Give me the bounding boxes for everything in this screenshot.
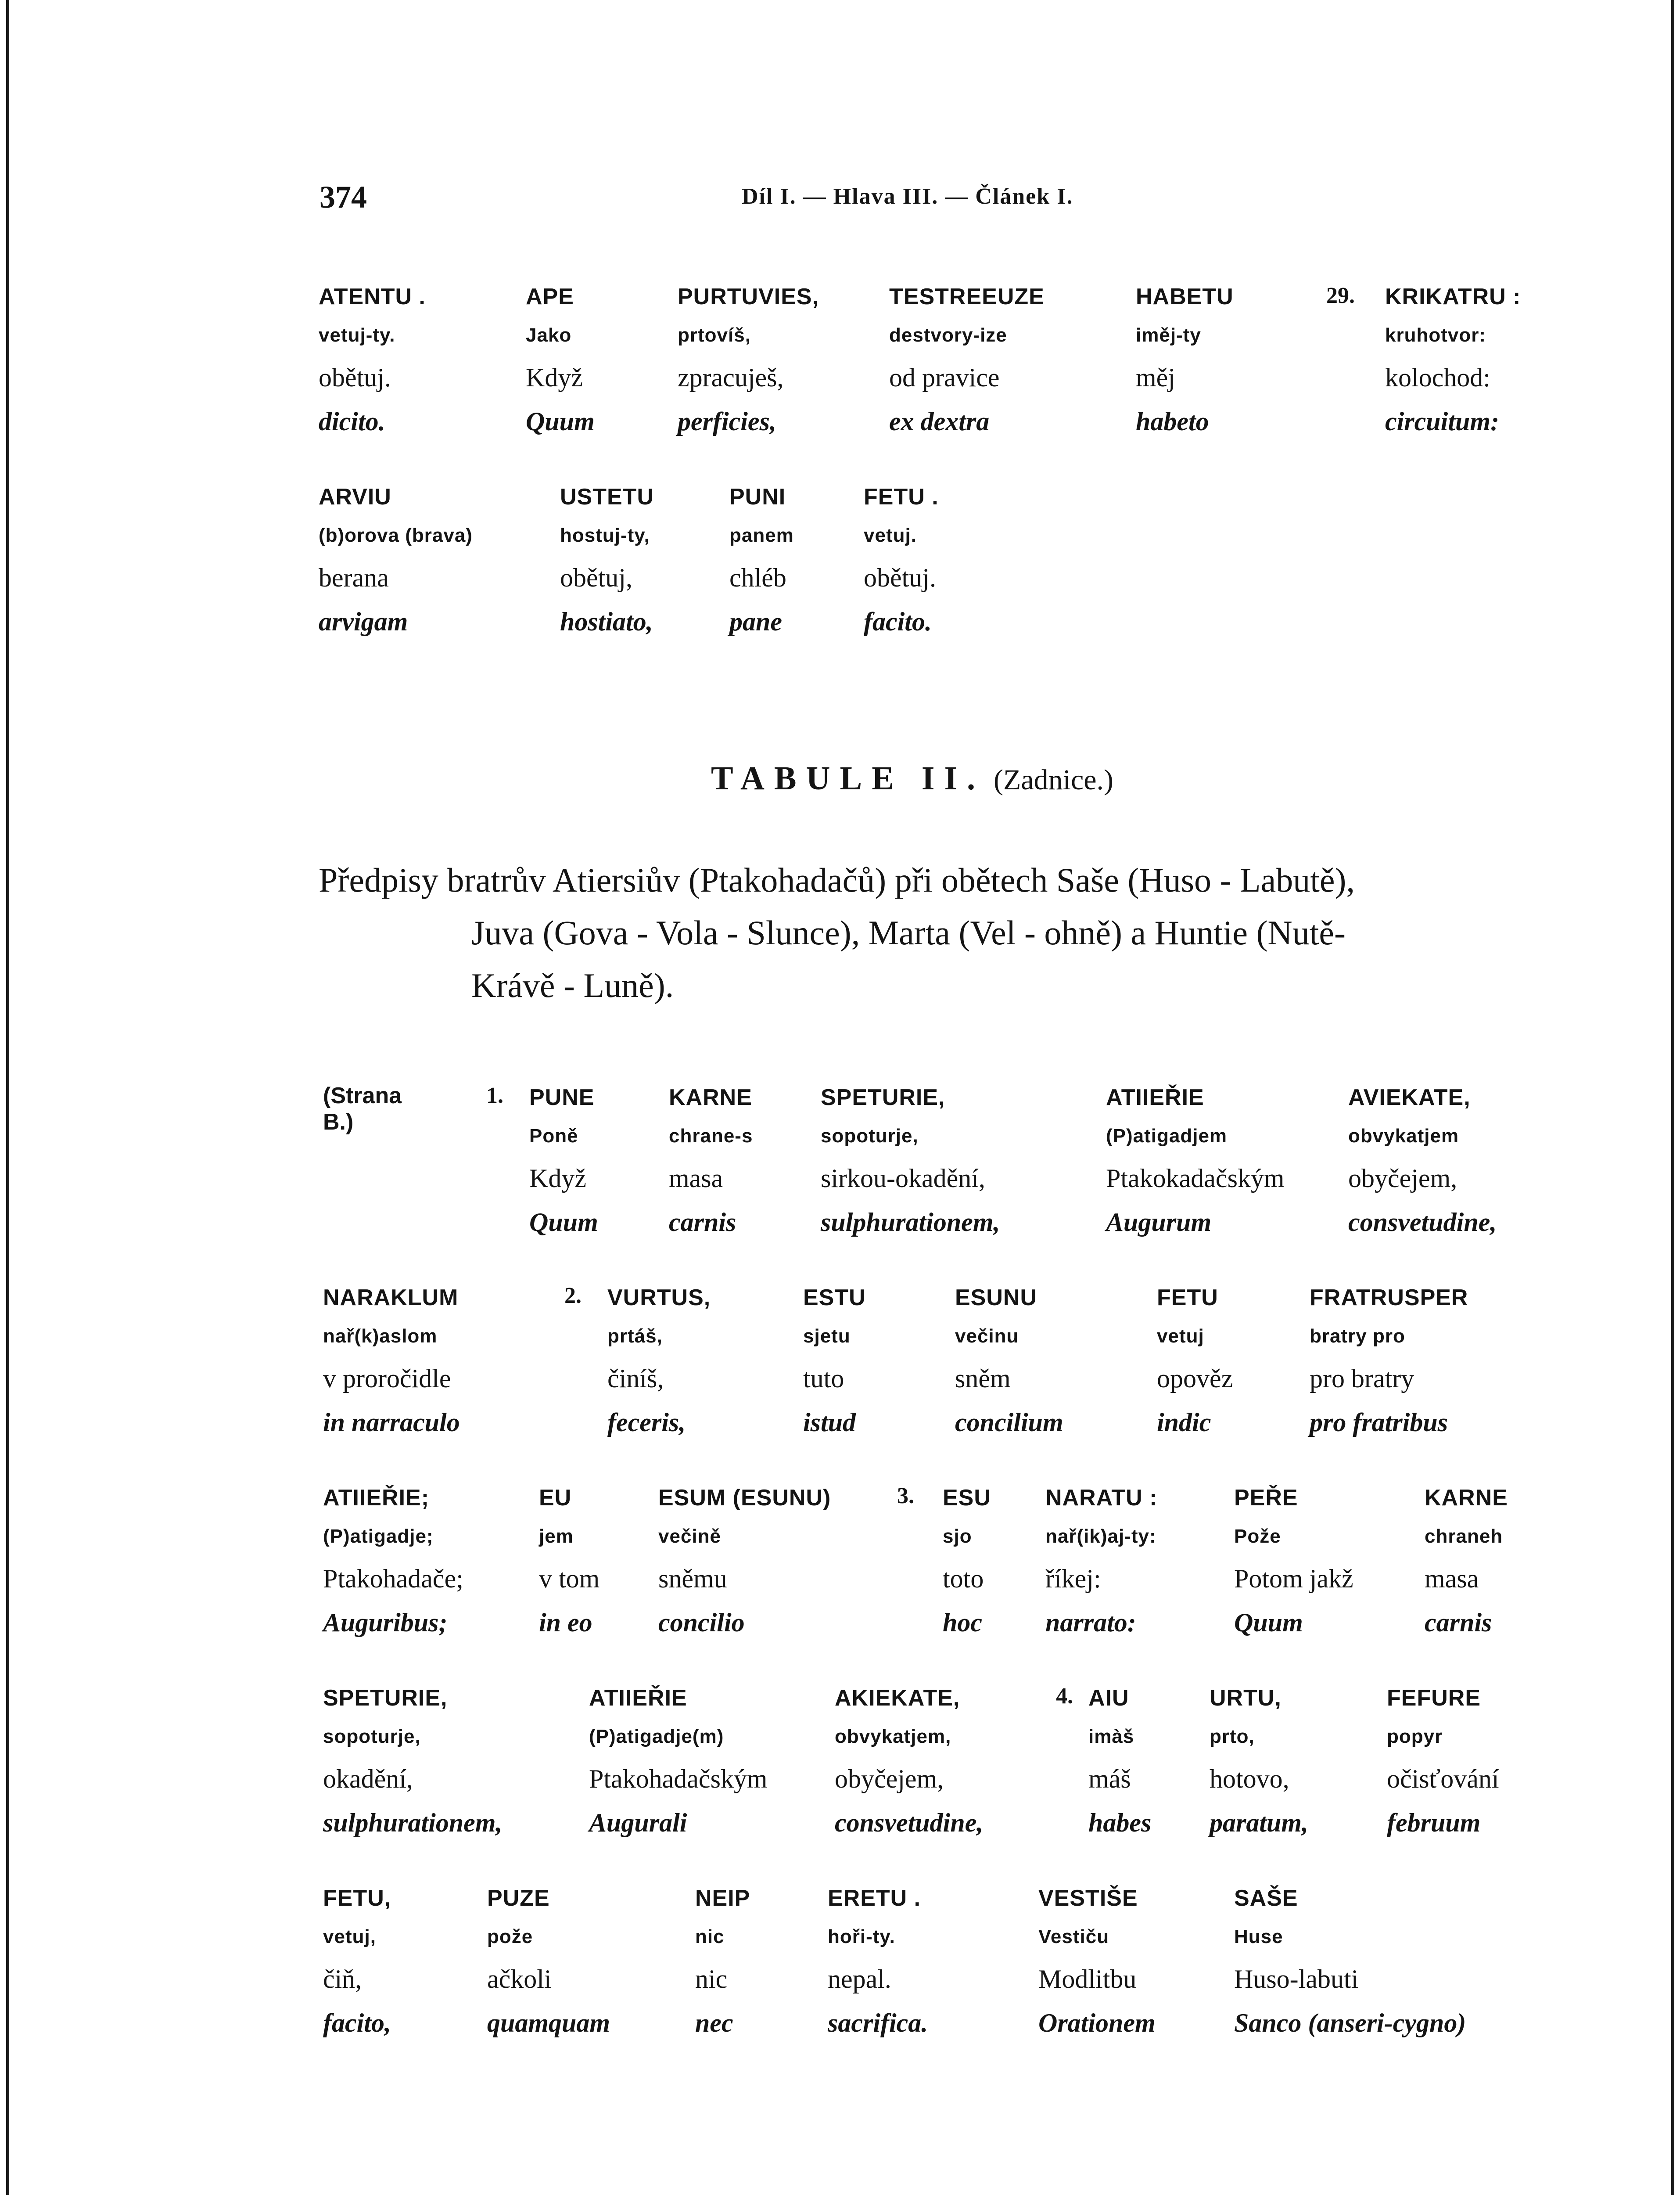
czech-translation: masa [1425, 1564, 1479, 1593]
umbrian-word: AVIEKATE, [1348, 1085, 1471, 1110]
umbrian-word: PUNE [529, 1085, 595, 1110]
czech-translation: nic [695, 1965, 728, 1993]
umbrian-word: ESU [943, 1485, 991, 1511]
umbrian-word: FRATRUSPER [1310, 1285, 1468, 1310]
transliteration: vetuj, [323, 1926, 376, 1947]
transliteration: vetuj-ty. [319, 324, 395, 346]
czech-translation: obětuj, [560, 563, 632, 592]
latin-translation: habes [1088, 1808, 1152, 1837]
umbrian-word: ATENTU . [319, 284, 426, 309]
latin-translation: istud [803, 1408, 856, 1437]
word-column [1387, 1679, 1499, 1844]
word-column [889, 277, 1045, 443]
czech-translation: Huso-labuti [1234, 1965, 1359, 1993]
umbrian-word: KARNE [669, 1085, 752, 1110]
word-column [607, 1278, 711, 1443]
czech-translation: sněm [955, 1364, 1011, 1393]
latin-translation: nec [695, 2008, 733, 2037]
transliteration: obvykatjem [1348, 1125, 1459, 1147]
word-column [1038, 1879, 1156, 2044]
latin-translation: concilio [658, 1608, 745, 1637]
transliteration: imàš [1088, 1726, 1134, 1747]
word-column [1310, 1278, 1468, 1443]
latin-translation: facito. [864, 607, 932, 636]
latin-translation: Augurali [589, 1808, 687, 1837]
transliteration: vetuj [1157, 1325, 1204, 1347]
section-heading-line: Předpisy bratrův Atiersiův (Ptakohadačů) při obětech Saše (Huso - Labutě), [319, 861, 1355, 899]
latin-translation: hoc [943, 1608, 982, 1637]
word-column [678, 277, 819, 443]
czech-translation: Potom jakž [1234, 1564, 1353, 1593]
transliteration: hoři-ty. [828, 1926, 895, 1947]
umbrian-word: SPETURIE, [821, 1085, 945, 1110]
transliteration: prtáš, [607, 1325, 663, 1347]
latin-translation: sulphurationem, [323, 1808, 503, 1837]
umbrian-word: SPETURIE, [323, 1685, 448, 1711]
transliteration: chrane-s [669, 1125, 753, 1147]
czech-translation: sirkou-okadění, [821, 1164, 985, 1193]
czech-translation: v proročidle [323, 1364, 451, 1393]
czech-translation: tuto [803, 1364, 844, 1393]
latin-translation: Sanco (anseri-cygno) [1234, 2008, 1466, 2037]
latin-translation: pane [729, 607, 782, 636]
word-column [319, 277, 426, 443]
umbrian-word: APE [526, 284, 574, 309]
word-column [1234, 1479, 1353, 1644]
czech-translation: od pravice [889, 363, 1000, 392]
umbrian-word: ERETU . [828, 1886, 921, 1911]
transliteration: prto, [1210, 1726, 1255, 1747]
czech-translation: nepal. [828, 1965, 891, 1993]
umbrian-word: ATIIEŘIE [589, 1685, 687, 1711]
word-column [955, 1278, 1063, 1443]
transliteration: Vestiču [1038, 1926, 1109, 1947]
word-column [539, 1479, 599, 1644]
umbrian-word: FETU . [864, 484, 939, 510]
word-column [1348, 1078, 1497, 1243]
word-column [1088, 1679, 1151, 1844]
transliteration: hostuj-ty, [560, 525, 650, 546]
word-column [803, 1278, 866, 1443]
latin-translation: carnis [669, 1208, 736, 1237]
latin-translation: perficies, [678, 407, 776, 436]
latin-translation: feceris, [607, 1408, 686, 1437]
word-column [323, 1879, 391, 2044]
word-column [319, 478, 473, 643]
entry-number: 1. [486, 1083, 503, 1108]
umbrian-word: ARVIU [319, 484, 391, 510]
latin-translation: concilium [955, 1408, 1063, 1437]
czech-translation: v tom [539, 1564, 600, 1593]
transliteration: nař(ik)aj-ty: [1045, 1526, 1156, 1547]
czech-translation: obětuj. [864, 563, 936, 592]
word-column [669, 1078, 753, 1243]
latin-translation: Quum [1234, 1608, 1303, 1637]
latin-translation: Orationem [1038, 2008, 1156, 2037]
umbrian-word: KRIKATRU : [1385, 284, 1521, 309]
transliteration: bratry pro [1310, 1325, 1405, 1347]
czech-translation: chléb [729, 563, 786, 592]
latin-translation: Augurum [1106, 1208, 1212, 1237]
word-column [695, 1879, 750, 2044]
umbrian-word: ATIIEŘIE [1106, 1085, 1204, 1110]
umbrian-word: PURTUVIES, [678, 284, 819, 309]
transliteration: večině [658, 1526, 721, 1547]
latin-translation: habeto [1136, 407, 1209, 436]
transliteration: jem [539, 1526, 574, 1547]
latin-translation: pro fratribus [1310, 1408, 1448, 1437]
entry-number: 29. [1326, 283, 1355, 308]
word-column [1385, 277, 1521, 443]
latin-translation: dicito. [319, 407, 385, 436]
word-column [943, 1479, 991, 1644]
entry-number: 2. [564, 1283, 582, 1308]
czech-translation: pro bratry [1310, 1364, 1414, 1393]
word-column [828, 1879, 928, 2044]
table-title: TABULE II. [711, 760, 985, 797]
czech-translation: masa [669, 1164, 723, 1193]
transliteration: Poně [529, 1125, 578, 1147]
latin-translation: indic [1157, 1408, 1211, 1437]
latin-translation: februum [1387, 1808, 1481, 1837]
umbrian-word: NEIP [695, 1886, 750, 1911]
umbrian-word: URTU, [1210, 1685, 1282, 1711]
page-left-border [6, 0, 9, 2195]
czech-translation: zpracuješ, [678, 363, 784, 392]
word-column [529, 1078, 598, 1243]
table-subtitle: (Zadnice.) [994, 764, 1114, 796]
czech-translation: opověz [1157, 1364, 1233, 1393]
umbrian-word: ESUNU [955, 1285, 1037, 1310]
czech-translation: Modlitbu [1038, 1965, 1137, 1993]
side-label: (Strana B.) [323, 1083, 402, 1135]
word-column [589, 1679, 768, 1844]
transliteration: sjo [943, 1526, 972, 1547]
umbrian-word: NARATU : [1045, 1485, 1158, 1511]
word-column [1136, 277, 1234, 443]
czech-translation: Když [526, 363, 583, 392]
umbrian-word: PUZE [487, 1886, 550, 1911]
word-column [560, 478, 654, 643]
umbrian-word: ATIIEŘIE; [323, 1485, 430, 1511]
czech-translation: sněmu [658, 1564, 727, 1593]
page-right-border [1671, 0, 1674, 2195]
umbrian-word: PUNI [729, 484, 786, 510]
umbrian-word: TESTREEUZE [889, 284, 1045, 309]
word-column [835, 1679, 983, 1844]
entry-number: 4. [1056, 1684, 1073, 1709]
czech-translation: Ptakokadačským [1106, 1164, 1285, 1193]
word-column [1234, 1879, 1466, 2044]
word-column [487, 1879, 610, 2044]
umbrian-word: USTETU [560, 484, 654, 510]
transliteration: popyr [1387, 1726, 1443, 1747]
word-column [864, 478, 939, 643]
czech-translation: kolochod: [1385, 363, 1490, 392]
latin-translation: in eo [539, 1608, 592, 1637]
word-column [323, 1679, 503, 1844]
czech-translation: říkej: [1045, 1564, 1101, 1593]
latin-translation: narrato: [1045, 1608, 1136, 1637]
umbrian-word: SAŠE [1234, 1886, 1298, 1911]
running-head: Díl I. — Hlava III. — Článek I. [742, 184, 1073, 209]
word-column [323, 1479, 463, 1644]
umbrian-word: EU [539, 1485, 572, 1511]
latin-translation: in narraculo [323, 1408, 460, 1437]
word-column [1045, 1479, 1157, 1644]
umbrian-word: NARAKLUM [323, 1285, 459, 1310]
transliteration: pože [487, 1926, 533, 1947]
transliteration: sopoturje, [821, 1125, 919, 1147]
latin-translation: paratum, [1210, 1808, 1309, 1837]
transliteration: (P)atigadjem [1106, 1125, 1228, 1147]
czech-translation: čiň, [323, 1965, 362, 1993]
transliteration: nař(k)aslom [323, 1325, 438, 1347]
transliteration: prtovíš, [678, 324, 751, 346]
transliteration: Jako [526, 324, 572, 346]
word-column [1425, 1479, 1508, 1644]
word-column [323, 1278, 460, 1443]
word-column [1106, 1078, 1285, 1243]
transliteration: Pože [1234, 1526, 1281, 1547]
czech-translation: Ptakohadačským [589, 1764, 768, 1793]
transliteration: sopoturje, [323, 1726, 421, 1747]
umbrian-word: KARNE [1425, 1485, 1508, 1511]
czech-translation: ačkoli [487, 1965, 552, 1993]
section-heading-line: Krávě - Luně). [471, 966, 674, 1004]
transliteration: panem [729, 525, 794, 546]
czech-translation: činíš, [607, 1364, 664, 1393]
umbrian-word: FETU, [323, 1886, 391, 1911]
transliteration: sjetu [803, 1325, 851, 1347]
word-column [658, 1479, 831, 1644]
umbrian-word: AKIEKATE, [835, 1685, 960, 1711]
czech-translation: obyčejem, [1348, 1164, 1457, 1193]
transliteration: (b)orova (brava) [319, 525, 473, 546]
page-number: 374 [319, 180, 367, 215]
latin-translation: arvigam [319, 607, 408, 636]
latin-translation: consvetudine, [835, 1808, 984, 1837]
czech-translation: měj [1136, 363, 1175, 392]
czech-translation: máš [1088, 1764, 1131, 1793]
czech-translation: berana [319, 563, 389, 592]
czech-translation: hotovo, [1210, 1764, 1289, 1793]
latin-translation: Quum [526, 407, 595, 436]
latin-translation: consvetudine, [1348, 1208, 1497, 1237]
umbrian-word: VURTUS, [607, 1285, 711, 1310]
umbrian-word: HABETU [1136, 284, 1234, 309]
entry-number: 3. [897, 1483, 914, 1508]
umbrian-word: ESUM (ESUNU) [658, 1485, 831, 1511]
transliteration: iměj-ty [1136, 324, 1201, 346]
latin-translation: hostiato, [560, 607, 653, 636]
latin-translation: ex dextra [889, 407, 990, 436]
word-column [526, 277, 595, 443]
czech-translation: okadění, [323, 1764, 413, 1793]
word-column [729, 478, 794, 643]
czech-translation: Když [529, 1164, 586, 1193]
umbrian-word: VESTIŠE [1038, 1886, 1138, 1911]
section-heading-line: Juva (Gova - Vola - Slunce), Marta (Vel - ohně) a Huntie (Nutě- [471, 914, 1346, 952]
latin-translation: sacrifica. [828, 2008, 928, 2037]
transliteration: nic [695, 1926, 725, 1947]
umbrian-word: ESTU [803, 1285, 866, 1310]
word-column [821, 1078, 1000, 1243]
latin-translation: quamquam [487, 2008, 610, 2037]
transliteration: Huse [1234, 1926, 1283, 1947]
czech-translation: Ptakohadače; [323, 1564, 463, 1593]
word-column [1210, 1679, 1308, 1844]
czech-translation: obětuj. [319, 363, 391, 392]
transliteration: kruhotvor: [1385, 324, 1486, 346]
latin-translation: sulphurationem, [821, 1208, 1000, 1237]
czech-translation: obyčejem, [835, 1764, 944, 1793]
czech-translation: toto [943, 1564, 984, 1593]
czech-translation: očisťování [1387, 1764, 1499, 1793]
umbrian-word: FETU [1157, 1285, 1218, 1310]
umbrian-word: FEFURE [1387, 1685, 1481, 1711]
transliteration: (P)atigadje(m) [589, 1726, 724, 1747]
latin-translation: circuitum: [1385, 407, 1500, 436]
latin-translation: Quum [529, 1208, 598, 1237]
latin-translation: carnis [1425, 1608, 1492, 1637]
transliteration: vetuj. [864, 525, 917, 546]
transliteration: chraneh [1425, 1526, 1503, 1547]
transliteration: večinu [955, 1325, 1019, 1347]
word-column [1157, 1278, 1233, 1443]
transliteration: obvykatjem, [835, 1726, 951, 1747]
latin-translation: facito, [323, 2008, 391, 2037]
umbrian-word: PEŘE [1234, 1485, 1298, 1511]
transliteration: (P)atigadje; [323, 1526, 434, 1547]
umbrian-word: AIU [1088, 1685, 1129, 1711]
latin-translation: Auguribus; [323, 1608, 448, 1637]
section-title [711, 759, 1113, 798]
transliteration: destvory-ize [889, 324, 1007, 346]
